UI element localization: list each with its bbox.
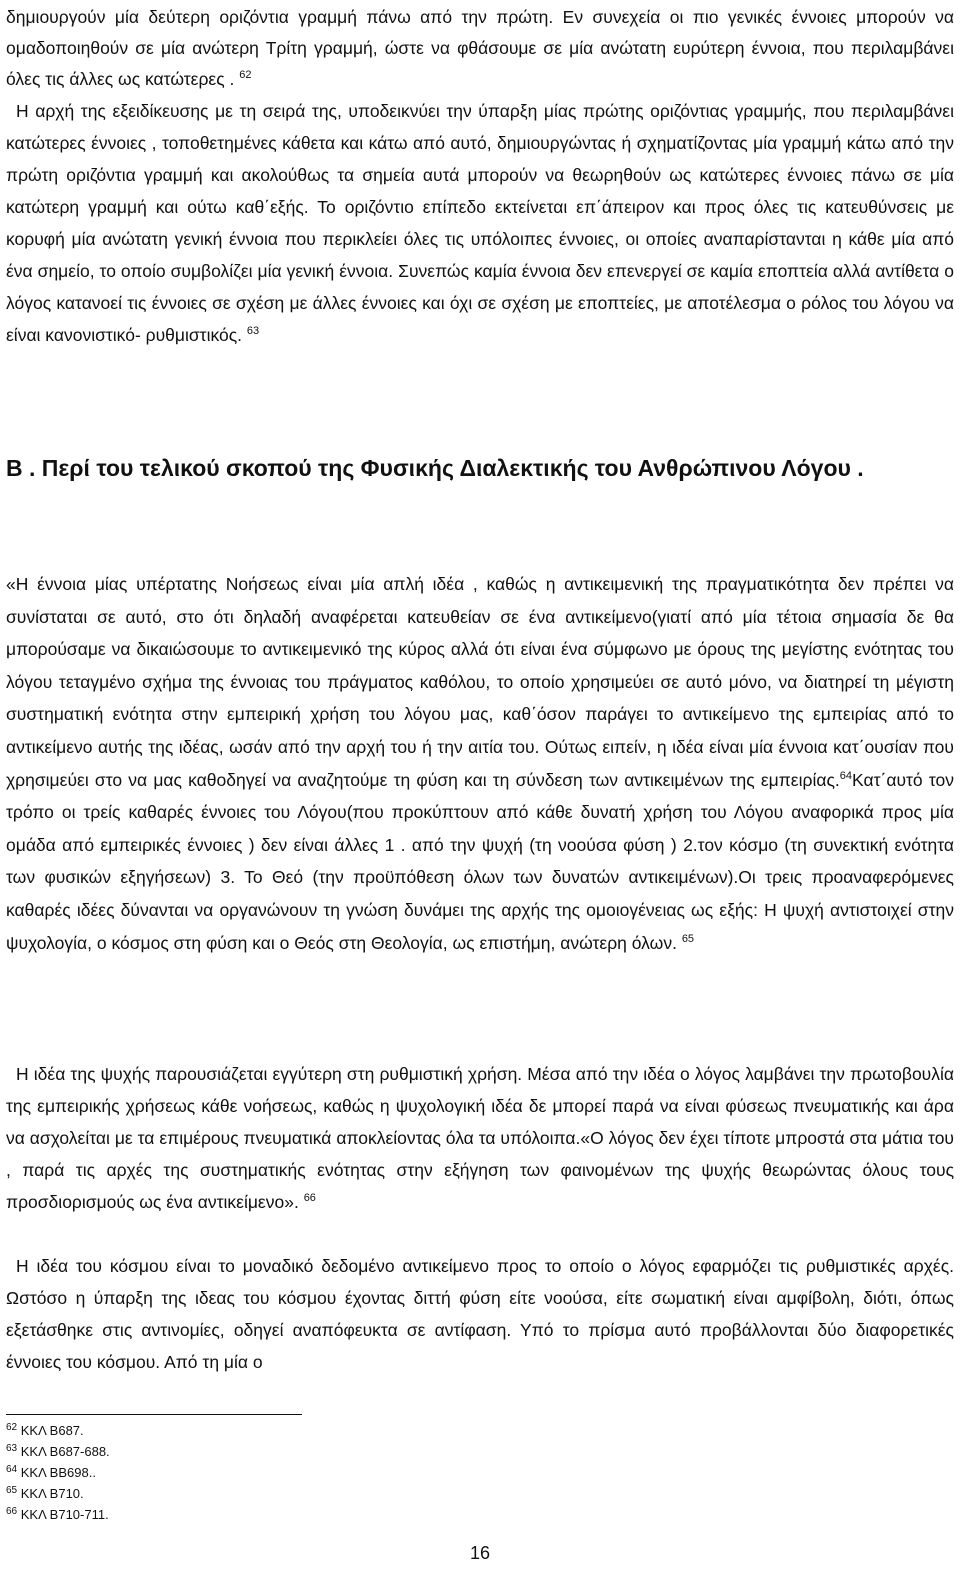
footnote-text: ΚΚΛ Β710.	[20, 1486, 84, 1501]
footnote-text: ΚΚΛ Β687-688.	[20, 1444, 110, 1459]
footnotes	[6, 1420, 110, 1525]
footnote-number: 65	[6, 1485, 18, 1496]
paragraph-1-text: δημιουργούν μία δεύτερη οριζόντια γραμμή πάνω από την πρώτη. Εν συνεχεία οι πιο γενικές έννοιες μπορούν να ομαδοποιηθούν σε μία ανώτερη Τρίτη γραμμή, ώστε να φθάσουμε σε μία ανώτατη ευρύτερη έννοια, που περιλαμβάνει όλες τις άλλες ως κατώτερες .	[6, 7, 954, 89]
section-heading: Β . Περί του τελικού σκοπού της Φυσικής Διαλεκτικής του Ανθρώπινου Λόγου .	[6, 455, 864, 481]
paragraph-5	[6, 1250, 954, 1378]
footnote-text: ΚΚΛ Β710-711.	[20, 1507, 109, 1522]
footnote	[6, 1483, 110, 1504]
footnote-ref-65[interactable]: 65	[681, 932, 695, 945]
paragraph-1	[6, 2, 954, 95]
footnote-number: 62	[6, 1422, 18, 1433]
footnote-ref-63[interactable]: 63	[246, 325, 260, 337]
footnote	[6, 1420, 110, 1441]
paragraph-2	[6, 95, 954, 351]
paragraph-3-text-b: Κατ΄αυτό τον τρόπο οι τρείς καθαρές έννοιες του Λόγου(που προκύπτουν από κάθε δυνατή χρήση του Λόγου αναφορικά προς μία ομάδα από εμπειρικές έννοιες ) δεν είναι άλλες 1 . από την ψυχή (τη νοούσα φύση ) 2.τον κόσμο (τη συνεκτική ενότητα των φυσικών εξηγήσεων) 3. Το Θεό (την προϋπόθεση όλων των δυνατών αντικειμένων).Οι τρεις προαναφερόμενες καθαρές ιδέες δύνανται να οργανώνουν τη γνώση δυνάμει της αρχής της ομοιογένειας ως εξής: Η ψυχή αντιστοιχεί στην ψυχολογία, ο κόσμος στη φύση και ο Θεός στη Θεολογία, ως επιστήμη, ανώτερη όλων.	[6, 769, 954, 953]
footnote-text: ΚΚΛ ΒΒ698..	[20, 1465, 96, 1480]
footnote-text: ΚΚΛ Β687.	[20, 1423, 84, 1438]
footnote-number: 64	[6, 1464, 18, 1475]
page-number: 16	[469, 1543, 491, 1563]
footnote	[6, 1441, 110, 1462]
footnote-ref-66[interactable]: 66	[303, 1192, 316, 1204]
footnote-ref-62[interactable]: 62	[239, 69, 252, 81]
paragraph-4-text: Η ιδέα της ψυχής παρουσιάζεται εγγύτερη στη ρυθμιστική χρήση. Μέσα από την ιδέα ο λόγος λαμβάνει την πρωτοβουλία της εμπειρικής χρήσεως κάθε νοήσεως, καθώς η ψυχολογική ιδέα δε μπορεί παρά να είναι φύσεως πνευματικής και άρα να ασχολείται με τα επιμέρους πνευματικά αποκλείοντας όλα τα υπόλοιπα.«Ο λόγος δεν έχει τίποτε μπροστά στα μάτια του , παρά τις αρχές της συστηματικής ενότητας στην εξήγηση των φαινομένων της ψυχής θεωρώντας όλους τους προσδιορισμούς ως ένα αντικείμενο».	[6, 1064, 954, 1212]
paragraph-3	[6, 568, 954, 959]
paragraph-4	[6, 1058, 954, 1218]
paragraph-3-text-a: «Η έννοια μίας υπέρτατης Νοήσεως είναι μία απλή ιδέα , καθώς η αντικειμενική της πραγματικότητα δεν πρέπει να συνίσταται σε αυτό, στο ότι δηλαδή αναφέρεται κατευθείαν σε ένα αντικείμενο(γιατί από μία τέτοια σημασία δε θα μπορούσαμε να δικαιώσουμε το αντικειμενικό της κύρος αλλά ότι είναι ένα σύμφωνο με όρους της μεγίστης ενότητας του λόγου τεταγμένο σχήμα της έννοιας του πράγματος καθόλου, το οποίο χρησιμεύει σε αυτό μόνο, να διατηρεί τη μέγιστη συστηματική ενότητα στην εμπειρική χρήση του λόγου μας, καθ΄όσον παράγει το αντικείμενο της εμπειρίας από το αντικείμενο αυτής της ιδέας, ωσάν από την αρχή του ή την αιτία του. Ούτως ειπείν, η ιδέα είναι μία έννοια κατ΄ουσίαν που χρησιμεύει στο να μας καθοδηγεί να αναζητούμε τη φύση και τη σύνδεση των αντικειμένων της εμπειρίας.	[6, 574, 954, 790]
footnote-number: 63	[6, 1443, 18, 1454]
paragraph-5-text: Η ιδέα του κόσμου είναι το μοναδικό δεδομένο αντικείμενο προς το οποίο ο λόγος εφαρμόζει τις ρυθμιστικές αρχές. Ωστόσο η ύπαρξη της ιδεας του κόσμου έχοντας διττή φύση είτε νοούσα, είτε σωματική είναι αμφίβολη, διότι, όπως εξετάσθηκε στις αντινομίες, οδηγεί αναπόφευκτα σε αντίφαση. Υπό το πρίσμα αυτό προβάλλονται δύο διαφορετικές έννοιες του κόσμου. Από τη μία ο	[6, 1256, 954, 1372]
footnote-ref-64[interactable]: 64	[839, 769, 853, 782]
footnote	[6, 1462, 110, 1483]
footnote	[6, 1504, 110, 1525]
footnote-divider	[6, 1414, 302, 1415]
paragraph-2-text: Η αρχή της εξειδίκευσης με τη σειρά της, υποδεικνύει την ύπαρξη μίας πρώτης οριζόντιας γραμμής, που περιλαμβάνει κατώτερες έννοιες , τοποθετημένες κάθετα και κάτω από αυτό, δημιουργώντας ή σχηματίζοντας μία γραμμή κάτω από την πρώτη οριζόντια γραμμή και ακολούθως τα σημεία αυτά μπορούν να θεωρηθούν ως κατώτερες έννοιες πάνω σε μία κατώτερη γραμμή και ούτω καθ΄εξής. Το οριζόντιο επίπεδο εκτείνεται επ΄άπειρον και προς όλες τις κατευθύνσεις με κορυφή μία ανώτατη γενική έννοια που περικλείει όλες τις υπόλοιπες έννοιες, οι οποίες αναπαρίστανται η κάθε μία από ένα σημείο, το οποίο συμβολίζει μία γενική έννοια. Συνεπώς καμία έννοια δεν επενεργεί σε καμία εποπτεία αλλά αντίθετα ο λόγος κατανοεί τις έννοιες σε σχέση με άλλες έννοιες και όχι σε σχέση με εποπτείες, με αποτέλεσμα ο ρόλος του λόγου να είναι κανονιστικό- ρυθμιστικός.	[6, 101, 954, 345]
footnote-number: 66	[6, 1506, 18, 1517]
